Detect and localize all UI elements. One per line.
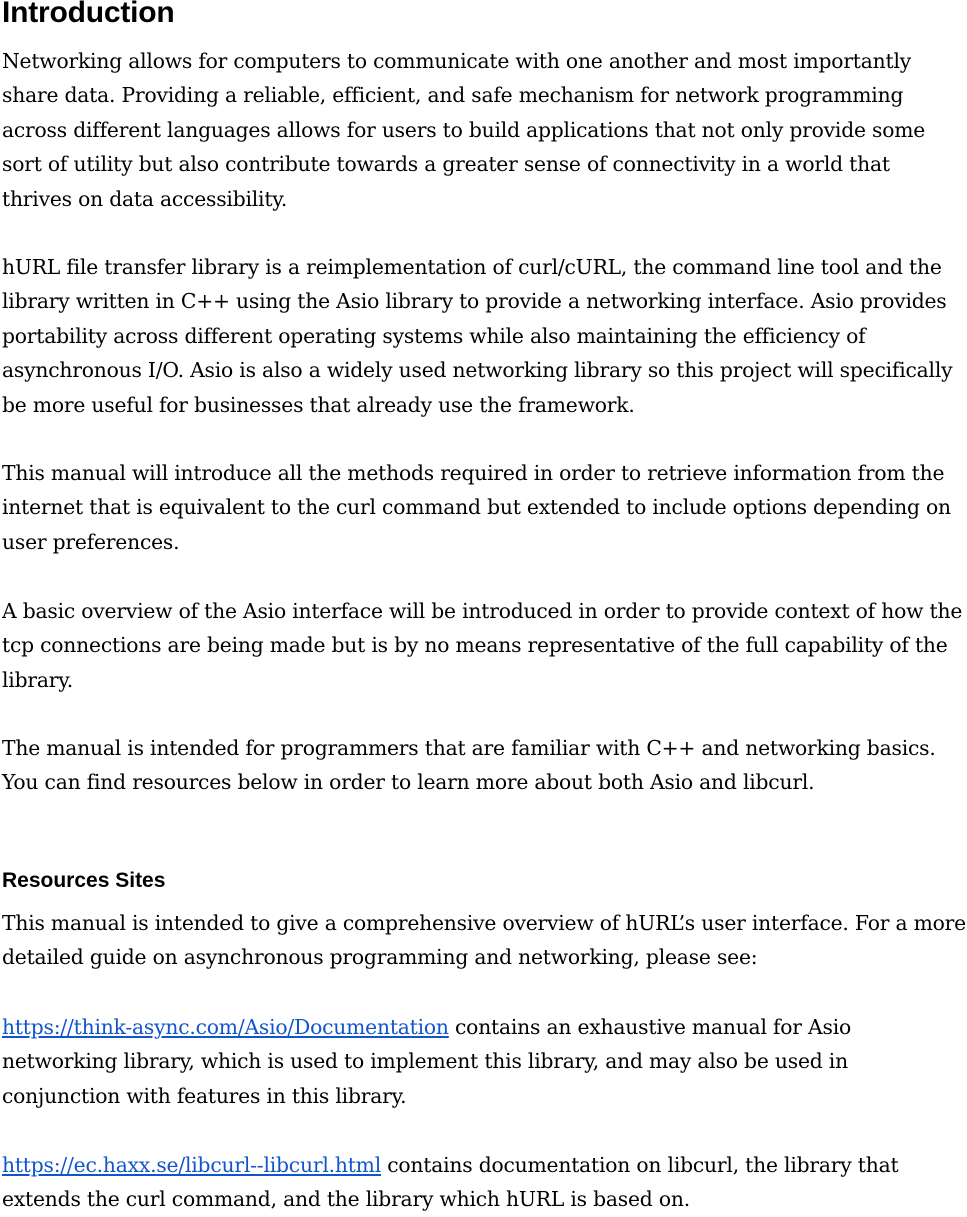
intro-paragraph-networking: Networking allows for computers to communicate with one another and most importantly share data. Providing a reliable, efficient, and safe mechanism for network programming across different languages allows for users to build applications that not only provide some sort of utility but also contribute towards a greater sense of connectivity in a world that thrives on data accessibility. — [2, 49, 926, 211]
asio-link-description: contains an exhaustive manual for Asio networking library, which is used to implement this library, and may also be used in conjunction with features in this library. — [2, 1015, 851, 1108]
libcurl-link-description: contains documentation on libcurl, the library that extends the curl command, and the library which hURL is based on. — [2, 1153, 899, 1212]
resources-intro-paragraph: This manual is intended to give a comprehensive overview of hURL’s user interface. For a more detailed guide on asynchronous programming and networking, please see: — [2, 911, 966, 970]
intro-paragraph-hurl: hURL file transfer library is a reimplementation of curl/cURL, the command line tool and the library written in C++ using the Asio library to provide a networking interface. Asio provides portability across different operating systems while also maintaining the efficiency of asynchronous I/O. Asio is also a widely used networking library so this project will specifically be more useful for businesses that already use the framework. — [2, 255, 953, 417]
resources-heading: Resources Sites — [2, 869, 166, 892]
intro-paragraph-asio-overview: A basic overview of the Asio interface will be introduced in order to provide context of how the tcp connections are being made but is by no means representative of the full capability of the library. — [2, 599, 963, 692]
intro-paragraph-manual-scope: This manual will introduce all the methods required in order to retrieve information from the internet that is equivalent to the curl command but extended to include options depending on user preferences. — [2, 461, 951, 554]
intro-paragraph-audience: The manual is intended for programmers that are familiar with C++ and networking basics. You can find resources below in order to learn more about both Asio and libcurl. — [2, 736, 936, 795]
resource-item-asio — [2, 1010, 964, 1113]
libcurl-documentation-link[interactable]: https://ec.haxx.se/libcurl--libcurl.html — [2, 1153, 381, 1177]
asio-documentation-link[interactable]: https://think-async.com/Asio/Documentation — [2, 1015, 449, 1039]
resource-item-libcurl — [2, 1148, 964, 1217]
page-title: Introduction — [2, 0, 175, 29]
